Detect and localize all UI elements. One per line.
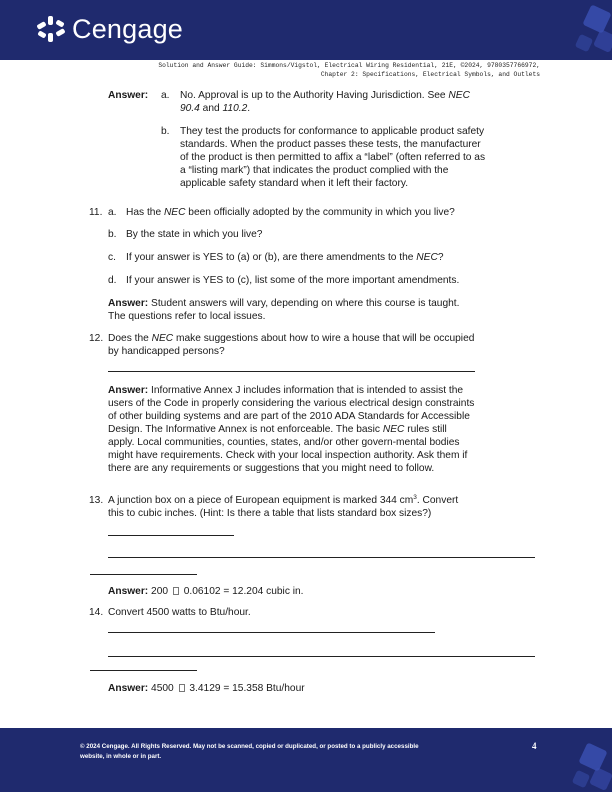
- decorative-shape: [582, 4, 611, 33]
- answer-blank-line: [108, 656, 535, 657]
- q11-a-text: Has the NEC been officially adopted by the community in which you live?: [126, 207, 455, 218]
- q12-answer-line: Design. The Informative Annex is not enforceable. The basic NEC rules still: [108, 424, 447, 435]
- q10-answer-b-line: applicable safety standard when it left their factory.: [180, 178, 409, 189]
- footer-band: [0, 728, 612, 792]
- answer-blank-line: [108, 632, 435, 633]
- answer-blank-line: [108, 557, 535, 558]
- q10-answer-a-refs: 90.4 and 110.2.: [180, 103, 251, 114]
- q11-b-marker: b.: [108, 229, 117, 240]
- q10-answer-b-line: They test the products for conformance to applicable product safety: [180, 126, 485, 137]
- brand-name: Cengage: [72, 14, 183, 44]
- answer-blank-line: [108, 535, 234, 536]
- q12-question: Does the NEC make suggestions about how to wire a house that will be occupied: [108, 333, 475, 344]
- q12-answer-line: of other building systems and are part of the 2010 ADA Standards for Accessible: [108, 411, 470, 422]
- q12-answer-line: there are any requirements or suggestions that you might need to follow.: [108, 463, 435, 474]
- q14-answer: Answer: 4500 3.4129 = 15.358 Btu/hour: [108, 683, 305, 694]
- q11-answer-line: The questions refer to local issues.: [108, 311, 266, 322]
- page-number: 4: [532, 741, 537, 751]
- q11-d-marker: d.: [108, 275, 117, 286]
- decorative-shape: [578, 742, 607, 771]
- q10-answer-b-line: a “listing mark”) that indicates the product complied with the: [180, 165, 449, 176]
- q13-number: 13.: [89, 495, 104, 506]
- q12-number: 12.: [89, 333, 104, 344]
- answer-blank-line: [90, 670, 197, 671]
- decorative-shape: [572, 770, 591, 789]
- q10-answer-b-line: standards. When the product passes these tests, the manufacturer: [180, 139, 481, 150]
- answer-blank-line: [108, 371, 475, 372]
- q13-answer: Answer: 200 0.06102 = 12.204 cubic in.: [108, 586, 304, 597]
- q11-number: 11.: [89, 207, 103, 218]
- q10-answer-b-line: of the product is then permitted to affix a “label” (often referred to as: [180, 152, 486, 163]
- answer-blank-line: [90, 574, 197, 575]
- answer-label: Answer:: [108, 90, 149, 101]
- q12-answer-line: users of the Code in properly considering the various electrical design constraints: [108, 398, 475, 409]
- running-head-line-1: Solution and Answer Guide: Simmons/Vigstol, Electrical Wiring Residential, 21E, ©2024, 9780357766972,: [158, 62, 540, 69]
- q10-answer-a: [108, 89, 148, 102]
- q11-b-text: By the state in which you live?: [126, 229, 263, 240]
- q10-answer-a-text: No. Approval is up to the Authority Having Jurisdiction. See NEC: [180, 90, 470, 101]
- decorative-shape: [589, 767, 612, 791]
- running-head: [40, 61, 540, 79]
- q11-c-marker: c.: [108, 252, 116, 263]
- q10-answer-a-marker: a.: [161, 90, 170, 101]
- cengage-logo-mark-icon: [36, 14, 66, 44]
- cengage-logo: [36, 14, 183, 44]
- q11-a-marker: a.: [108, 207, 117, 218]
- q12-answer: Answer: Informative Annex J includes information that is intended to assist the: [108, 385, 464, 396]
- q10-answer-b-marker: b.: [161, 126, 170, 137]
- decorative-shape: [593, 29, 612, 53]
- q14-number: 14.: [89, 607, 104, 618]
- q12-answer-line: apply. Local communities, counties, states, and/or other govern-mental bodies: [108, 437, 460, 448]
- q14-question: Convert 4500 watts to Btu/hour.: [108, 607, 251, 618]
- q12-question-line: by handicapped persons?: [108, 346, 225, 357]
- decorative-shape: [575, 34, 594, 53]
- q11-c-text: If your answer is YES to (a) or (b), are there amendments to the NEC?: [126, 252, 444, 263]
- q11-answer: Answer: Student answers will vary, depending on where this course is taught.: [108, 298, 460, 309]
- q12-answer-line: might have requirements. Check with your local inspection authority. Ask them if: [108, 450, 468, 461]
- q11-d-text: If your answer is YES to (c), list some of the more important amendments.: [126, 275, 460, 286]
- copyright-notice: © 2024 Cengage. All Rights Reserved. May not be scanned, copied or duplicated, or posted to a publicly accessible website, in whole or in part.: [80, 743, 419, 760]
- missing-glyph-icon: [173, 587, 179, 595]
- q13-question: A junction box on a piece of European equipment is marked 344 $cm^3$. Convert: [108, 494, 459, 506]
- q13-question-line: this to cubic inches. (Hint: Is there a table that lists standard box sizes?): [108, 508, 432, 519]
- missing-glyph-icon: [179, 684, 185, 692]
- running-head-line-2: Chapter 2: Specifications, Electrical Symbols, and Outlets: [320, 71, 540, 78]
- header-band: [0, 0, 612, 60]
